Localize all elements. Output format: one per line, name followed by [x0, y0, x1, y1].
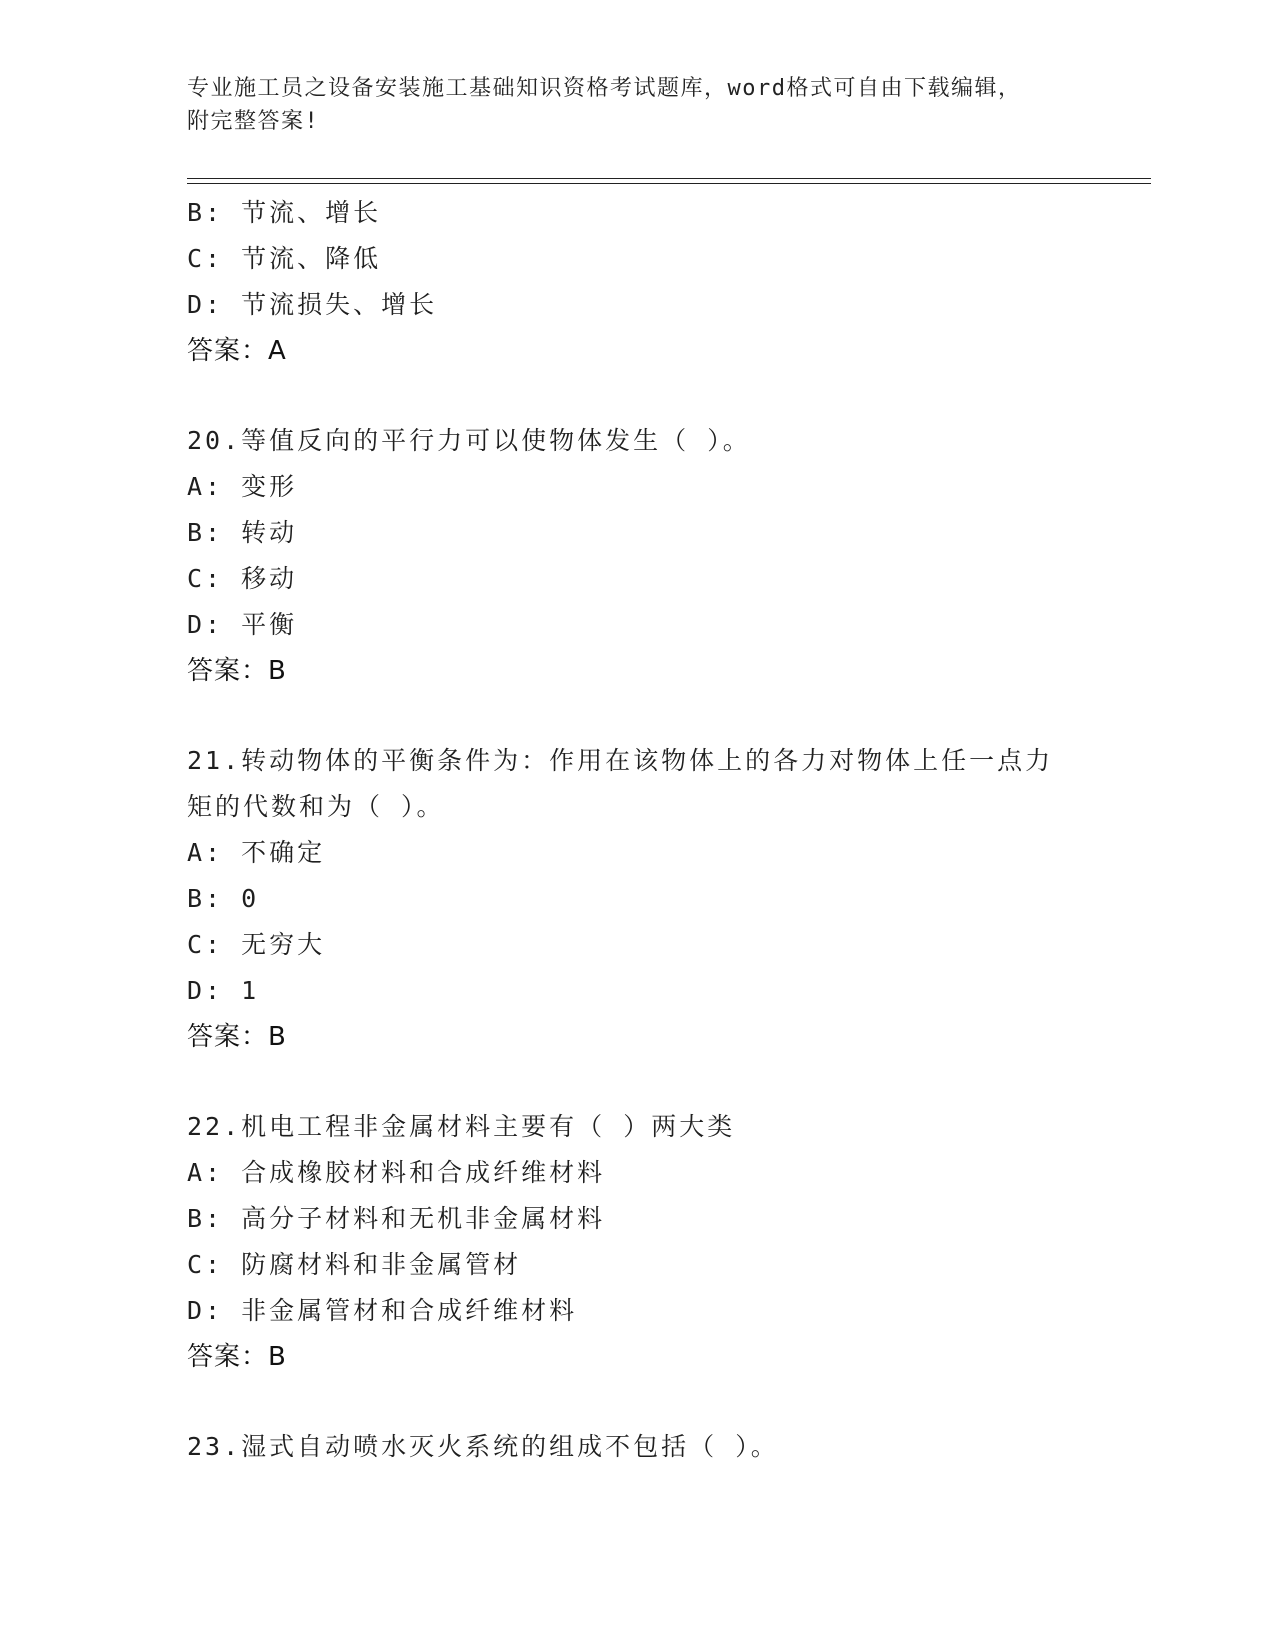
q20-option-a: A: 变形	[187, 472, 298, 501]
header-line-2: 附完整答案!	[187, 109, 320, 134]
question-21-block	[187, 738, 1087, 1060]
q20-question: 20.等值反向的平行力可以使物体发生（ ）。	[187, 426, 751, 455]
q22-option-a: A: 合成橡胶材料和合成纤维材料	[187, 1158, 606, 1187]
q20-option-d: D: 平衡	[187, 610, 298, 639]
spacer	[187, 694, 1087, 738]
q23-question: 23.湿式自动喷水灭火系统的组成不包括（ ）。	[187, 1432, 779, 1461]
q20-option-c: C: 移动	[187, 564, 298, 593]
q20-option-b: B: 转动	[187, 518, 298, 547]
q21-option-b: B: 0	[187, 884, 260, 913]
question-23-block	[187, 1424, 1087, 1470]
q22-option-b: B: 高分子材料和无机非金属材料	[187, 1204, 606, 1233]
q22-question: 22.机电工程非金属材料主要有（ ）两大类	[187, 1112, 736, 1141]
q21-option-c: C: 无穷大	[187, 930, 326, 959]
spacer	[187, 1380, 1087, 1424]
spacer	[187, 1060, 1087, 1104]
spacer	[187, 374, 1087, 418]
question-list	[187, 190, 1087, 1470]
q22-option-c: C: 防腐材料和非金属管材	[187, 1250, 522, 1279]
question-20-block	[187, 418, 1087, 694]
header-divider-top	[187, 178, 1151, 179]
q19-option-d: D: 节流损失、增长	[187, 290, 438, 319]
q22-answer: 答案：B	[187, 1342, 287, 1372]
header-line-1: 专业施工员之设备安装施工基础知识资格考试题库，word格式可自由下载编辑，	[187, 76, 1022, 101]
q19-option-c: C: 节流、降低	[187, 244, 382, 273]
q21-answer: 答案：B	[187, 1022, 287, 1052]
document-header	[187, 72, 1087, 138]
q19-option-b: B: 节流、增长	[187, 198, 382, 227]
q21-option-a: A: 不确定	[187, 838, 326, 867]
q21-option-d: D: 1	[187, 976, 260, 1005]
q19-answer: 答案：A	[187, 336, 287, 366]
question-22-block	[187, 1104, 1087, 1380]
q20-answer: 答案：B	[187, 656, 287, 686]
q21-question-line-2: 矩的代数和为（ ）。	[187, 792, 445, 821]
q22-option-d: D: 非金属管材和合成纤维材料	[187, 1296, 578, 1325]
header-divider-bottom	[187, 183, 1151, 184]
q21-question-line-1: 21.转动物体的平衡条件为：作用在该物体上的各力对物体上任一点力	[187, 746, 1054, 775]
question-19-block	[187, 190, 1087, 374]
